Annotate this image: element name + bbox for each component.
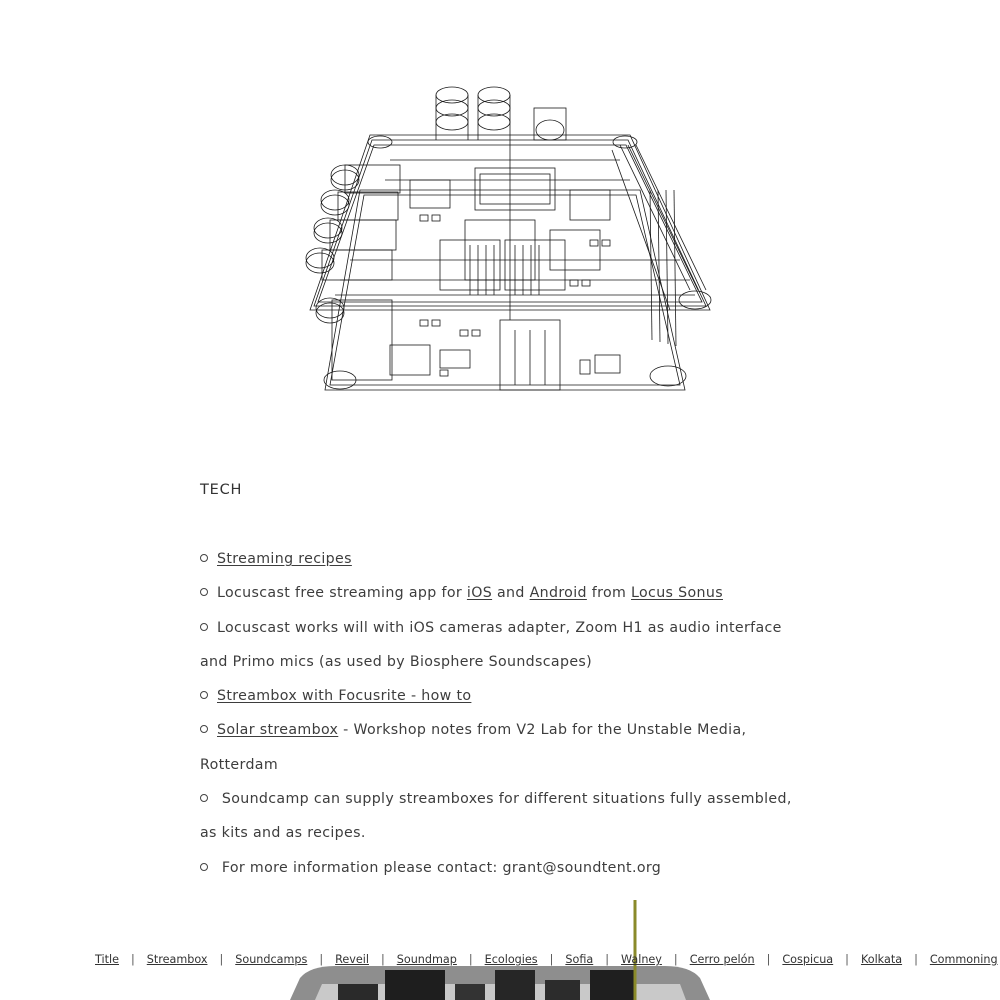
list-text: and <box>492 585 530 602</box>
tech-list <box>200 542 810 885</box>
bottom-navigation <box>95 953 998 966</box>
nav-separator: | <box>914 953 918 966</box>
nav-link-streambox[interactable]: Streambox <box>146 953 208 966</box>
nav-link-kolkata[interactable]: Kolkata <box>860 953 903 966</box>
section-title: TECH <box>200 482 243 498</box>
list-text: - Workshop notes from V2 Lab for the Unstable Media, Rotterdam <box>200 722 747 773</box>
list-item <box>200 611 810 680</box>
locus-sonus-link[interactable]: Locus Sonus <box>631 585 723 602</box>
list-item <box>200 679 810 713</box>
list-text: Soundcamp can supply streamboxes for different situations fully assembled, as kits and as recipes. <box>200 791 792 842</box>
nav-separator: | <box>130 953 135 966</box>
nav-link-cerro-pelon[interactable]: Cerro pelón <box>689 953 755 966</box>
list-item <box>200 713 810 782</box>
bullet-icon <box>200 863 208 871</box>
nav-separator: | <box>605 953 610 966</box>
circuit-board-wireframe-image <box>290 80 720 400</box>
nav-link-cospicua[interactable]: Cospicua <box>782 953 834 966</box>
bullet-icon <box>200 691 208 699</box>
nav-separator: | <box>380 953 385 966</box>
nav-link-ecologies[interactable]: Ecologies <box>484 953 538 966</box>
list-text: Locuscast free streaming app for <box>217 585 467 602</box>
bullet-icon <box>200 588 208 596</box>
android-link[interactable]: Android <box>529 585 587 602</box>
list-item <box>200 542 810 576</box>
nav-link-commoning[interactable]: Commoning <box>929 953 998 966</box>
nav-link-walney[interactable]: Walney <box>621 953 662 966</box>
streaming-recipes-link[interactable]: Streaming recipes <box>217 551 352 567</box>
solar-streambox-link[interactable]: Solar streambox <box>217 722 339 739</box>
bullet-icon <box>200 725 208 733</box>
bullet-icon <box>200 623 208 631</box>
nav-separator: | <box>549 953 554 966</box>
list-item <box>200 851 810 885</box>
nav-link-sofia[interactable]: Sofia <box>565 953 594 966</box>
streambox-case-image <box>290 900 710 1000</box>
list-text: Locuscast works will with iOS cameras adapter, Zoom H1 as audio interface and Primo mics (as used by Biosphere Soundscapes) <box>200 619 782 670</box>
list-text: For more information please contact: grant@soundtent.org <box>217 859 662 876</box>
bullet-icon <box>200 554 208 562</box>
nav-separator: | <box>673 953 678 966</box>
nav-separator: | <box>766 953 771 966</box>
nav-link-soundcamps[interactable]: Soundcamps <box>235 953 308 966</box>
nav-separator: | <box>319 953 324 966</box>
bullet-icon <box>200 794 208 802</box>
nav-link-reveil[interactable]: Reveil <box>335 953 369 966</box>
ios-link[interactable]: iOS <box>466 585 493 602</box>
list-item <box>200 782 810 851</box>
nav-link-soundmap[interactable]: Soundmap <box>396 953 457 966</box>
list-text: from <box>586 585 632 602</box>
list-item <box>200 576 810 610</box>
nav-separator: | <box>845 953 849 966</box>
nav-link-title[interactable]: Title <box>95 953 119 966</box>
streambox-focusrite-link[interactable]: Streambox with Focusrite - how to <box>217 688 472 705</box>
nav-separator: | <box>219 953 224 966</box>
nav-separator: | <box>468 953 473 966</box>
